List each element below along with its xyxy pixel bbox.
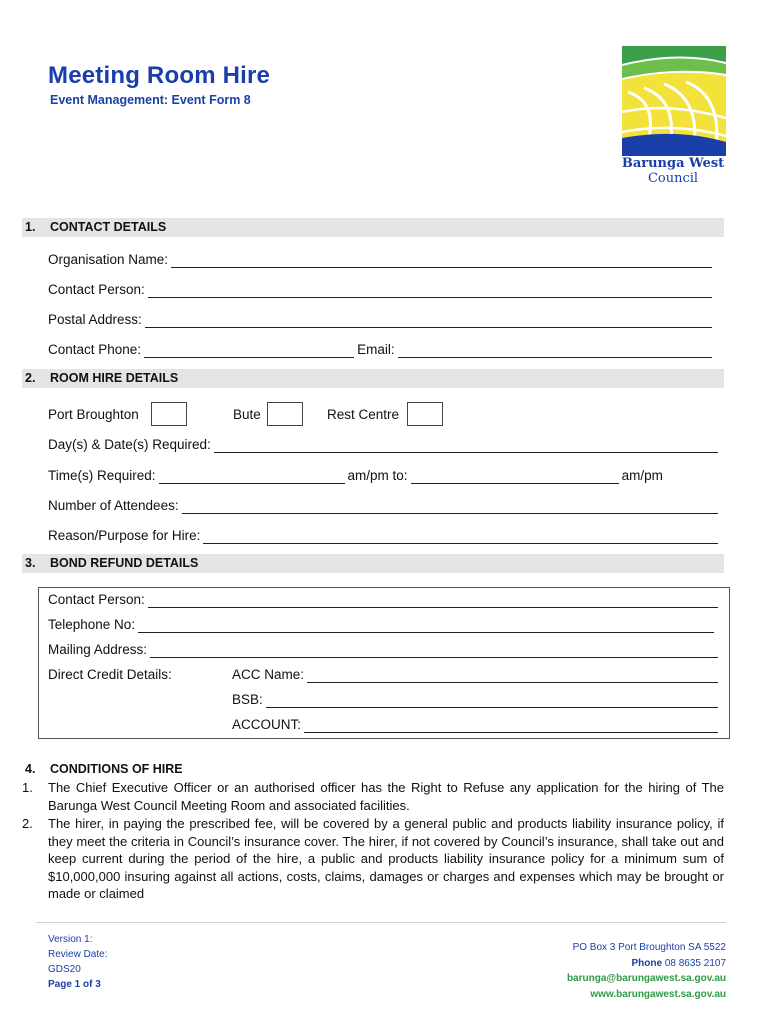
days-dates-label: Day(s) & Date(s) Required:: [48, 437, 211, 452]
email-field[interactable]: [398, 345, 712, 358]
section-number: 1.: [25, 220, 36, 234]
venue-option-bute: [233, 402, 303, 426]
direct-credit-row: [48, 665, 228, 683]
phone-line: [567, 956, 726, 972]
mailing-address-label: Mailing Address:: [48, 642, 148, 657]
version-text: Version 1:: [48, 934, 93, 945]
contact-person-field[interactable]: [148, 285, 712, 298]
venue-option-rest-centre: [327, 402, 443, 426]
section-number: 4.: [25, 762, 36, 776]
contact-phone-label: Contact Phone:: [48, 342, 142, 357]
account-row: [232, 715, 718, 733]
attendees-label: Number of Attendees:: [48, 498, 179, 513]
bond-contact-person-field[interactable]: [148, 595, 718, 608]
logo-line-2: Council: [647, 171, 699, 186]
port-broughton-checkbox[interactable]: [151, 402, 187, 426]
condition-text: The hirer, in paying the prescribed fee, will be covered by a general public and products liability insurance policy, if they meet the criteria in Council’s insurance cover. The hirer, if not covered by Council’s insurance, shall take out and keep current during the period of the hire, a public and products liability insurance policy for a minimum sum of $10,000,000 insuring against all actions, costs, claims, damages or charges and expenses which may be brought or made or claimed: [48, 816, 724, 901]
bsb-row: [232, 690, 718, 708]
postal-address-row: [48, 310, 712, 328]
time-from-field[interactable]: [159, 471, 345, 484]
logo-line-1: Barunga West: [621, 156, 725, 171]
footer-contact-info: [567, 940, 726, 1002]
bsb-field[interactable]: [266, 695, 718, 708]
condition-text: The Chief Executive Officer or an authorised officer has the Right to Refuse any application for the hiring of The Barunga West Council Meeting Room and associated facilities.: [48, 780, 724, 813]
reason-label: Reason/Purpose for Hire:: [48, 528, 201, 543]
organisation-name-label: Organisation Name:: [48, 252, 169, 267]
ampm-to-label: am/pm to:: [347, 468, 408, 483]
condition-number: 1.: [22, 780, 33, 795]
section-number: 3.: [25, 556, 36, 570]
bsb-label: BSB:: [232, 692, 263, 707]
organisation-name-field[interactable]: [171, 255, 712, 268]
page-number: Page 1 of 3: [48, 979, 101, 990]
acc-name-row: [232, 665, 718, 683]
section-title: CONTACT DETAILS: [50, 220, 167, 234]
account-label: ACCOUNT:: [232, 717, 302, 732]
contact-person-row: [48, 280, 712, 298]
page-title: Meeting Room Hire: [48, 62, 271, 89]
attendees-row: [48, 496, 718, 514]
bond-contact-person-label: Contact Person:: [48, 592, 145, 607]
reason-row: [48, 526, 718, 544]
bond-contact-person-row: [48, 590, 718, 608]
condition-item: [22, 815, 724, 903]
venue-options: [48, 402, 508, 426]
email-label: Email:: [357, 342, 395, 357]
page-subtitle: Event Management: Event Form 8: [50, 93, 251, 107]
section-bond-refund-details: [22, 554, 724, 573]
postal-address-label: Postal Address:: [48, 312, 142, 327]
po-box-text: PO Box 3 Port Broughton SA 5522: [572, 942, 726, 953]
section-conditions-of-hire: [22, 760, 724, 779]
venue-label: Port Broughton: [48, 406, 139, 422]
acc-name-label: ACC Name:: [232, 667, 305, 682]
review-date-text: Review Date:: [48, 949, 108, 960]
times-row: [48, 466, 712, 484]
contact-person-label: Contact Person:: [48, 282, 145, 297]
bute-checkbox[interactable]: [267, 402, 303, 426]
email-link[interactable]: barunga@barungawest.sa.gov.au: [566, 973, 726, 984]
contact-phone-row: [48, 340, 712, 358]
telephone-field[interactable]: [138, 620, 714, 633]
phone-label: Phone: [631, 957, 663, 969]
postal-address-field[interactable]: [145, 315, 712, 328]
footer-divider: [36, 922, 726, 923]
venue-option-port-broughton: [48, 402, 187, 426]
ampm-label: am/pm: [621, 468, 663, 483]
section-title: BOND REFUND DETAILS: [50, 556, 199, 570]
acc-name-field[interactable]: [307, 670, 718, 683]
days-dates-row: [48, 435, 718, 453]
reason-field[interactable]: [203, 531, 718, 544]
footer-document-info: [48, 932, 107, 992]
phone-number: 08 8635 2107: [664, 957, 726, 969]
direct-credit-label: Direct Credit Details:: [48, 667, 172, 682]
venue-label: Bute: [233, 406, 261, 422]
document-code: GDS20: [48, 964, 81, 975]
organisation-name-row: [48, 250, 712, 268]
contact-phone-field[interactable]: [144, 345, 354, 358]
condition-item: [22, 779, 724, 814]
section-number: 2.: [25, 371, 36, 385]
account-field[interactable]: [304, 720, 718, 733]
rest-centre-checkbox[interactable]: [407, 402, 443, 426]
telephone-row: [48, 615, 714, 633]
section-contact-details: [22, 218, 724, 237]
website-link[interactable]: www.barungawest.sa.gov.au: [590, 988, 726, 1000]
section-title: ROOM HIRE DETAILS: [50, 371, 179, 385]
attendees-field[interactable]: [182, 501, 718, 514]
telephone-label: Telephone No:: [48, 617, 136, 632]
venue-label: Rest Centre: [327, 406, 400, 422]
mailing-address-field[interactable]: [150, 645, 718, 658]
logo-wordmark: [614, 156, 732, 186]
condition-number: 2.: [22, 816, 33, 831]
section-room-hire-details: [22, 369, 724, 388]
days-dates-field[interactable]: [214, 440, 718, 453]
section-title: CONDITIONS OF HIRE: [50, 762, 183, 776]
time-to-field[interactable]: [411, 471, 619, 484]
mailing-address-row: [48, 640, 718, 658]
times-label: Time(s) Required:: [48, 468, 156, 483]
